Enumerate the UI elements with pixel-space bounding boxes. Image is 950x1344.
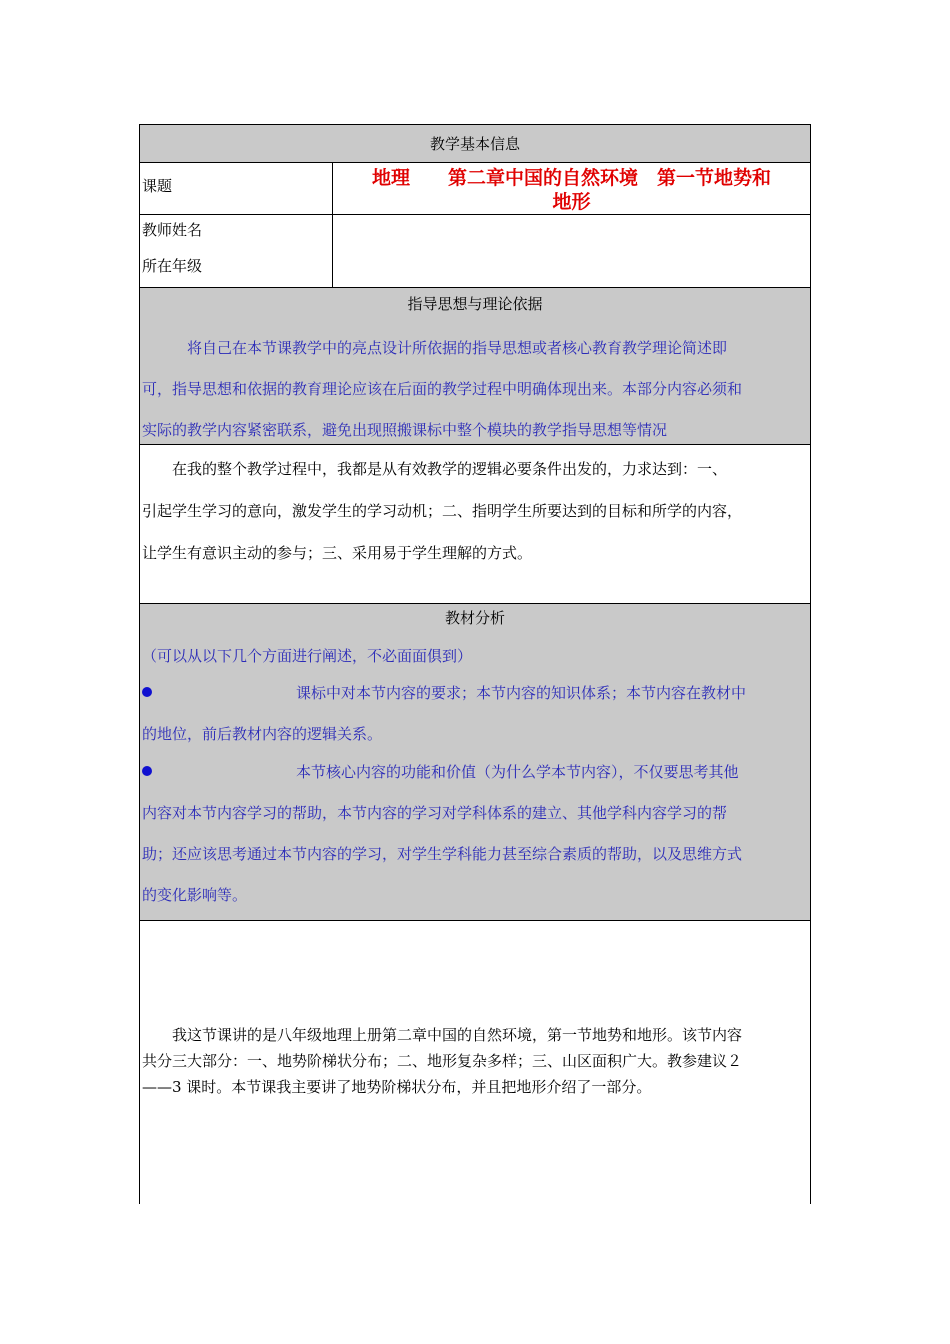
guidance-instructions	[142, 328, 808, 451]
basic-info-header	[140, 125, 810, 163]
guidance-header: 指导思想与理论依据	[407, 295, 543, 313]
materials-header: 教材分析	[444, 609, 505, 627]
guidance-section	[140, 288, 810, 445]
teacher-grade-value-cell	[333, 215, 810, 287]
materials-bullet1	[142, 673, 808, 755]
guidance-content-line: 让学生有意识主动的参与；三、采用易于学生理解的方式。	[142, 544, 533, 562]
materials-content-line: 共分三大部分：一、地势阶梯状分布；二、地形复杂多样；三、山区面积广大。教参建议２	[142, 1052, 743, 1070]
materials-content-line: ——3 课时。本节课我主要讲了地势阶梯状分布，并且把地形介绍了一部分。	[142, 1078, 652, 1096]
topic-label: 课题	[142, 177, 173, 195]
guidance-instruction-line: 可，指导思想和依据的教育理论应该在后面的教学过程中明确体现出来。本部分内容必须和	[142, 380, 743, 398]
topic-label-cell	[140, 163, 333, 214]
materials-bullet1-line: 的地位，前后教材内容的逻辑关系。	[142, 725, 383, 743]
topic-title-line2: 地形	[552, 191, 591, 213]
grade-label: 所在年级	[142, 257, 203, 275]
topic-value-cell	[333, 163, 810, 214]
materials-section	[140, 604, 810, 921]
topic-row	[140, 163, 810, 215]
materials-content	[140, 921, 810, 1205]
materials-content-text	[142, 1022, 808, 1100]
guidance-content-line: 在我的整个教学过程中，我都是从有效教学的逻辑必要条件出发的，力求达到：一、	[142, 460, 728, 478]
guidance-content-text	[142, 448, 808, 574]
guidance-instruction-line: 将自己在本节课教学中的亮点设计所依据的指导思想或者核心教育教学理论简述即	[142, 339, 728, 357]
materials-content-line: 我这节课讲的是八年级地理上册第二章中国的自然环境，第一节地势和地形。该节内容	[142, 1026, 743, 1044]
materials-bullet2-line: 本节核心内容的功能和价值（为什么学本节内容），不仅要思考其他	[296, 763, 739, 781]
teacher-name-label: 教师姓名	[142, 221, 203, 239]
guidance-instruction-line: 实际的教学内容紧密联系，避免出现照搬课标中整个模块的教学指导思想等情况	[142, 421, 668, 439]
materials-bullet2-line: 助；还应该思考通过本节内容的学习，对学生学科能力甚至综合素质的帮助，以及思维方式	[142, 845, 743, 863]
topic-title	[337, 166, 806, 214]
materials-bullet1-line: 课标中对本节内容的要求；本节内容的知识体系；本节内容在教材中	[296, 684, 747, 702]
basic-info-header-text: 教学基本信息	[429, 135, 520, 153]
lesson-plan-table	[139, 124, 811, 1204]
guidance-content-line: 引起学生学习的意向，激发学生的学习动机；二、指明学生所要达到的目标和所学的内容，	[142, 502, 743, 520]
materials-bullet2-line: 的变化影响等。	[142, 886, 248, 904]
materials-bullet2-line: 内容对本节内容学习的帮助，本节内容的学习对学科体系的建立、其他学科内容学习的帮	[142, 804, 728, 822]
materials-bullet2	[142, 752, 808, 916]
topic-title-line1: 地理 第二章中国的自然环境 第一节地势和	[371, 167, 771, 189]
teacher-grade-label-cell	[140, 215, 333, 287]
materials-hint: （可以从以下几个方面进行阐述，不必面面俱到）	[142, 647, 473, 665]
teacher-grade-row	[140, 215, 810, 288]
guidance-content	[140, 445, 810, 604]
